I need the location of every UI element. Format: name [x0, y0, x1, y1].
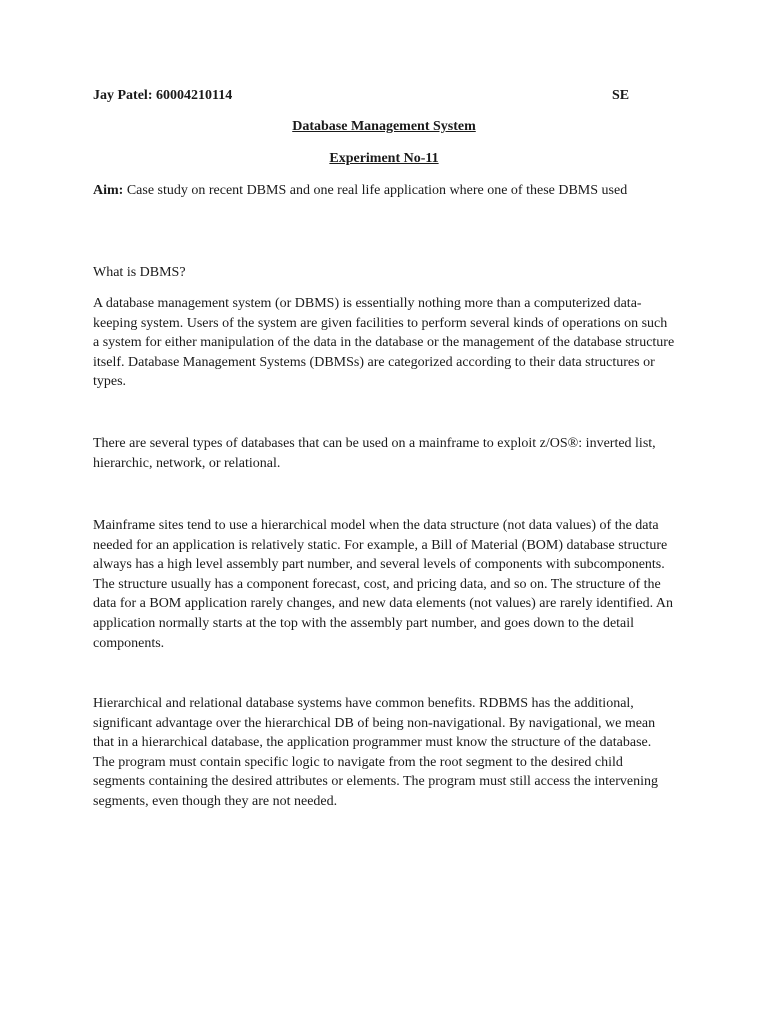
section-question: What is DBMS?: [93, 265, 186, 280]
experiment-number: Experiment No-11: [329, 151, 439, 166]
aim-paragraph: [93, 181, 675, 201]
document-title: Database Management System: [292, 119, 476, 134]
paragraph-hierarchical-model: Mainframe sites tend to use a hierarchical model when the data structure (not data values) of the data needed for an application is relatively static. For example, a Bill of Material (BOM) database structure always has a high level assembly part number, and several levels of components with subcomponents. The structure usually has a component forecast, cost, and pricing data, and so on. The structure of the data for a BOM application rarely changes, and new data elements (not values) are rarely identified. An application normally starts at the top with the assembly part number, and goes down to the detail components.: [93, 518, 673, 651]
class-label: SE: [612, 88, 630, 103]
paragraph-rdbms-benefits: Hierarchical and relational database systems have common benefits. RDBMS has the additional, significant advantage over the hierarchical DB of being non-navigational. By navigational, we mean that in a hierarchical database, the application programmer must know the structure of the database. The program must contain specific logic to navigate from the root segment to the desired child segments containing the desired attributes or elements. The program must still access the intervening segments, even though they are not needed.: [93, 696, 659, 809]
paragraph-dbms-definition: A database management system (or DBMS) is essentially nothing more than a computerized data-keeping system. Users of the system are given facilities to perform several kinds of operations on such a system for either manipulation of the data in the database or the management of the database structure itself. Database Management Systems (DBMSs) are categorized according to their data structures or types.: [93, 296, 675, 390]
aim-label: Aim:: [93, 183, 124, 198]
author-id: Jay Patel: 60004210114: [93, 88, 233, 103]
aim-text: Case study on recent DBMS and one real life application where one of these DBMS used: [123, 183, 628, 198]
document-header: [93, 88, 633, 106]
paragraph-database-types: There are several types of databases that can be used on a mainframe to exploit z/OS®: inverted list, hierarchic, network, or relational.: [93, 436, 656, 471]
